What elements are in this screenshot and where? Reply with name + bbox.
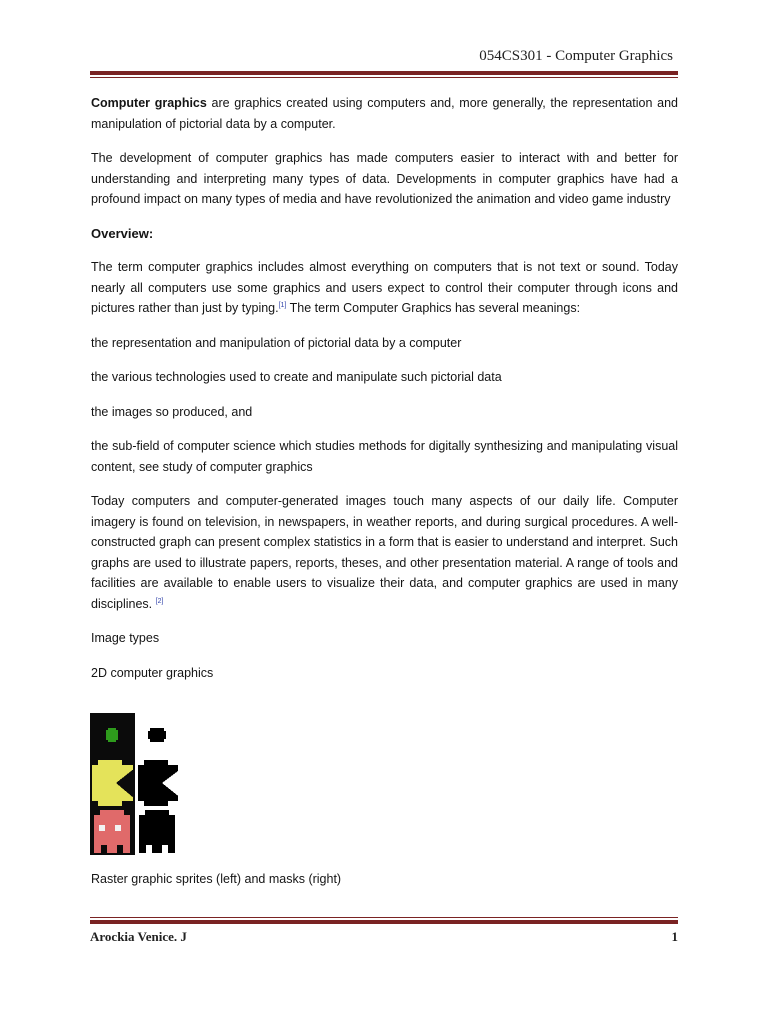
overview-heading: Overview: [91,225,154,241]
intro-term: Computer graphics [91,96,207,110]
daily-life-text: Today computers and computer-generated images touch many aspects of our daily life. Computer imagery is found on television, in newspapers, in weather reports, and during surgical procedures. A well-constructed graph can present complex statistics in a form that is easier to understand and interpret. Such graphs are used to illustrate papers, reports, theses, and other presentation material. A range of tools and facilities are available to enable users to visualize their data, and computer graphics are used in many disciplines. [91,494,678,611]
footer-author: Arockia Venice. J [90,929,187,944]
header-rule [90,71,678,78]
sprite-figure [90,713,182,855]
meaning-item: the images so produced, and [91,404,253,419]
development-paragraph: The development of computer graphics has made computers easier to interact with and better for understanding and interpreting many types of data. Developments in computer graphics have had a profound impact on many types of media and have revolutionized the animation and video game industry [91,151,678,206]
subheading-2d-graphics: 2D computer graphics [91,665,214,680]
pacman-sprite [92,760,135,806]
figure-caption: Raster graphic sprites (left) and masks (right) [91,872,342,886]
overview-paragraph [91,257,678,319]
header-course-title: 054CS301 - Computer Graphics [479,48,673,64]
ghost-mask [139,810,175,855]
daily-life-paragraph [91,491,678,614]
citation-link[interactable]: [2] [155,597,164,605]
meaning-item: the representation and manipulation of pictorial data by a computer [91,335,462,350]
meaning-item: the various technologies used to create and manipulate such pictorial data [91,370,502,384]
green-dot-sprite [106,728,118,742]
image-types-label: Image types [91,631,160,645]
intro-paragraph [91,93,678,134]
meaning-item: the sub-field of computer science which studies methods for digitally synthesizing and manipulating visual content, see study of computer graphics [91,439,678,474]
page-number: 1 [671,929,678,944]
overview-text: The term computer graphics includes almost everything on computers that is not text or sound. Today nearly all computers use some graphics and users expect to control their computer through icons and pictures rather than just by typing. [91,260,678,315]
ghost-sprite [94,810,130,855]
intro-text: are graphics created using computers and, more generally, the representation and manipulation of pictorial data by a computer. [91,96,678,131]
citation-link[interactable]: [1] [278,301,287,309]
pacman-mask [138,760,182,806]
footer-rule [90,917,678,924]
dot-mask [148,728,166,742]
document-body [91,93,678,697]
overview-text-continued: The term Computer Graphics has several meanings: [286,301,581,315]
